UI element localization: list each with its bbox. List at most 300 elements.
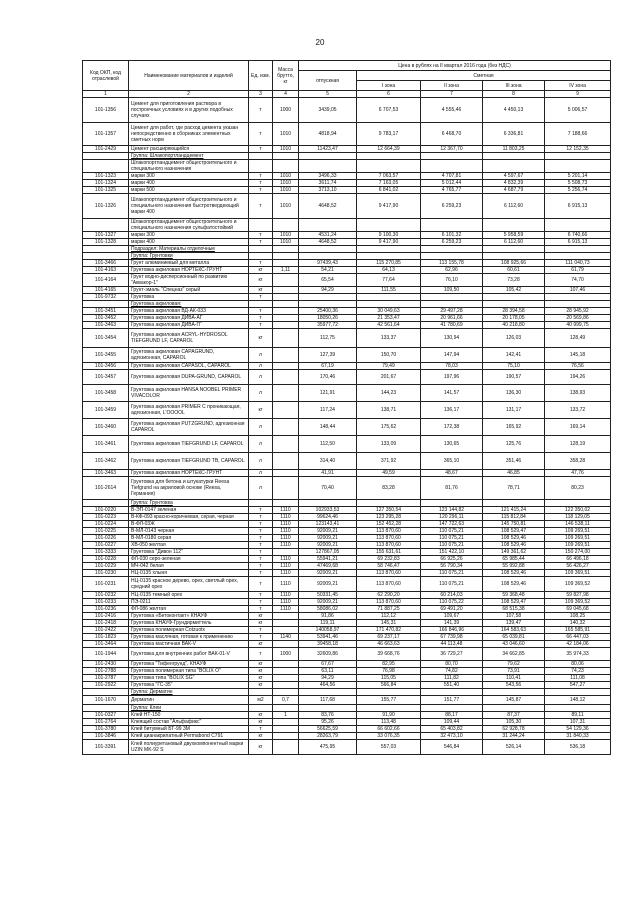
table-row: [83, 563, 611, 570]
cell-zone-3-price: 125,76: [483, 436, 545, 453]
cell-unit: т: [249, 521, 273, 528]
cell-zone-1-price: 66 602,66: [357, 726, 421, 733]
cell-name: Грунтовка "Тифенгрунд", КНАУФ: [129, 661, 249, 668]
cell-unit: [249, 246, 273, 253]
cell-code: 101-0230: [83, 570, 129, 577]
cell-code: 101-2788: [83, 668, 129, 675]
table-row: [83, 726, 611, 733]
cell-zone-3-price: 28 394,58: [483, 308, 545, 315]
cell-mass: [273, 661, 299, 668]
cell-unit: т: [249, 146, 273, 153]
cell-name: Грунт-эмаль "Спецназ" серый: [129, 287, 249, 294]
cell-mass: [273, 620, 299, 627]
cell-release-price: 148,44: [299, 419, 357, 436]
cell-mass: 1110: [273, 599, 299, 606]
cell-zone-2-price: 69 491,20: [421, 606, 483, 613]
cell-name: Грунтовка типа "BOLIX SG": [129, 675, 249, 682]
cell-zone-3-price: 4 832,39: [483, 180, 545, 187]
cell-name: ПЭ-0211: [129, 599, 249, 606]
cell-release-price: 464,56: [299, 682, 357, 689]
cell-zone-1-price: 64,13: [357, 267, 421, 274]
cell-zone-4-price: 109 369,51: [545, 570, 611, 577]
cell-name: Грунтовка акриловая DUPA-GRUND, CAPAROL: [129, 370, 249, 385]
cell-name: Группа: Грунтовка: [129, 500, 249, 507]
cell-unit: т: [249, 627, 273, 634]
cell-name: Грунтовка акриловая ВД-АК-033: [129, 308, 249, 315]
cell-release-price: 55941,21: [299, 556, 357, 563]
cell-release-price: 67,67: [299, 661, 357, 668]
cell-name: В-КФ-093 красно-коричневая, серая, черная: [129, 514, 249, 521]
cell-zone-1-price: 30 049,63: [357, 308, 421, 315]
cell-mass: [273, 246, 299, 253]
cell-code: [83, 705, 129, 712]
header-release: отпускная: [299, 71, 357, 91]
cell-zone-4-price: 7 188,66: [545, 123, 611, 146]
cell-zone-2-price: 110 075,21: [421, 570, 483, 577]
cell-code: 101-1944: [83, 648, 129, 661]
table-row: [83, 507, 611, 514]
table-row: [83, 274, 611, 287]
cell-zone-2-price: 81,76: [421, 477, 483, 500]
cell-zone-4-price: 118 129,05: [545, 514, 611, 521]
cell-code: 101-3458: [83, 385, 129, 402]
cell-code: 101-0223: [83, 514, 129, 521]
cell-release-price: 97439,43: [299, 260, 357, 267]
cell-zone-3-price: 68 515,38: [483, 606, 545, 613]
cell-unit: кг: [249, 613, 273, 620]
cell-name: Грунтовка "Дивон 112": [129, 549, 249, 556]
cell-unit: л: [249, 348, 273, 363]
cell-unit: т: [249, 577, 273, 592]
cell-zone-4-price: 109 369,52: [545, 577, 611, 592]
cell-unit: т: [249, 606, 273, 613]
cell-zone-4-price: [545, 705, 611, 712]
price-sheet: [82, 60, 610, 755]
cell-zone-4-price: 89,11: [545, 712, 611, 719]
cell-name: МЧ-042 белая: [129, 563, 249, 570]
cell-mass: [273, 329, 299, 348]
cell-release-price: 140058,97: [299, 627, 357, 634]
cell-name: Группа: Клеи: [129, 705, 249, 712]
cell-zone-2-price: [421, 153, 483, 160]
cell-name: Цемент для приготовления раствора в построечных условиях и в других подобных случаях: [129, 98, 249, 123]
cell-zone-4-price: [545, 294, 611, 301]
cell-zone-3-price: 108 529,46: [483, 577, 545, 592]
cell-zone-1-price: 113 870,60: [357, 599, 421, 606]
cell-release-price: 11423,47: [299, 146, 357, 153]
cell-zone-4-price: 109 269,51: [545, 535, 611, 542]
cell-code: 101-3846: [83, 733, 129, 740]
cell-zone-3-price: [483, 500, 545, 507]
header-zone-4: IV зона: [545, 81, 611, 91]
cell-mass: 1110: [273, 592, 299, 599]
cell-mass: [273, 160, 299, 173]
cell-mass: 1000: [273, 98, 299, 123]
cell-zone-3-price: 145,87: [483, 696, 545, 705]
cell-zone-3-price: 107,58: [483, 613, 545, 620]
cell-zone-3-price: 75,10: [483, 363, 545, 370]
cell-zone-3-price: 351,46: [483, 453, 545, 470]
cell-zone-4-price: [545, 253, 611, 260]
cell-zone-3-price: 108 925,66: [483, 260, 545, 267]
cell-unit: кг: [249, 668, 273, 675]
cell-zone-2-price: [421, 500, 483, 507]
cell-zone-1-price: 112,12: [357, 613, 421, 620]
cell-zone-1-price: 21 353,47: [357, 315, 421, 322]
cell-release-price: 112,75: [299, 329, 357, 348]
cell-release-price: 47469,68: [299, 563, 357, 570]
table-row: [83, 267, 611, 274]
column-index: 7: [421, 91, 483, 98]
cell-mass: [273, 719, 299, 726]
cell-zone-4-price: 107,31: [545, 719, 611, 726]
table-group-row: [83, 705, 611, 712]
cell-zone-2-price: 6 101,32: [421, 232, 483, 239]
table-row: [83, 542, 611, 549]
cell-zone-4-price: [545, 219, 611, 232]
cell-code: 101-1328: [83, 239, 129, 246]
cell-release-price: [299, 294, 357, 301]
table-row: [83, 556, 611, 563]
cell-release-price: 123143,41: [299, 521, 357, 528]
cell-zone-1-price: 371,92: [357, 453, 421, 470]
cell-zone-4-price: [545, 153, 611, 160]
cell-name: В-МЛ-0143 черная: [129, 528, 249, 535]
cell-zone-4-price: 146 538,11: [545, 521, 611, 528]
column-index: 9: [545, 91, 611, 98]
cell-release-price: [299, 246, 357, 253]
cell-zone-2-price: [421, 219, 483, 232]
cell-release-price: 102933,53: [299, 507, 357, 514]
cell-unit: т: [249, 173, 273, 180]
cell-mass: [273, 726, 299, 733]
cell-code: 101-0229: [83, 563, 129, 570]
cell-zone-4-price: 109 369,52: [545, 599, 611, 606]
table-row: [83, 287, 611, 294]
table-row: [83, 592, 611, 599]
cell-unit: [249, 500, 273, 507]
cell-zone-3-price: 6 336,81: [483, 123, 545, 146]
cell-zone-1-price: [357, 160, 421, 173]
column-index: 8: [483, 91, 545, 98]
header-zone-1: I зона: [357, 81, 421, 91]
cell-release-price: 91,86: [299, 613, 357, 620]
cell-mass: 1010: [273, 173, 299, 180]
cell-mass: 1010: [273, 146, 299, 153]
cell-name: Цемент для работ, где расход цемента указан непосредственно в сборниках элементных сметных норм: [129, 123, 249, 146]
cell-zone-3-price: [483, 705, 545, 712]
cell-zone-1-price: 42 561,64: [357, 322, 421, 329]
cell-code: 101-3454: [83, 329, 129, 348]
cell-mass: [273, 733, 299, 740]
cell-mass: [273, 627, 299, 634]
cell-name: Грунтовка акриловая PRIMER C проникающая, адгезионная, L'OOOOL: [129, 402, 249, 419]
table-row: [83, 315, 611, 322]
cell-zone-4-price: 128,49: [545, 329, 611, 348]
cell-unit: т: [249, 563, 273, 570]
cell-mass: [273, 675, 299, 682]
cell-mass: [273, 370, 299, 385]
cell-zone-3-price: 108 529,46: [483, 535, 545, 542]
cell-release-price: 314,40: [299, 453, 357, 470]
cell-code: 101-2764: [83, 719, 129, 726]
cell-release-price: 92009,21: [299, 528, 357, 535]
table-row: [83, 363, 611, 370]
cell-zone-3-price: 136,30: [483, 385, 545, 402]
cell-code: [83, 160, 129, 173]
cell-mass: 1110: [273, 542, 299, 549]
table-row: [83, 385, 611, 402]
cell-name: НЦ-0135 хлыня: [129, 570, 249, 577]
cell-release-price: 92009,21: [299, 599, 357, 606]
cell-zone-4-price: [545, 500, 611, 507]
cell-zone-4-price: 150 274,00: [545, 549, 611, 556]
cell-zone-1-price: 557,03: [357, 740, 421, 755]
cell-code: 101-1823: [83, 634, 129, 641]
table-row: [83, 712, 611, 719]
cell-name: Грунтовка акриловая НОРТЕКС-ГРУНТ: [129, 470, 249, 477]
cell-code: [83, 246, 129, 253]
cell-code: 101-1357: [83, 123, 129, 146]
cell-zone-4-price: 111,08: [545, 675, 611, 682]
table-row: [83, 477, 611, 500]
cell-name: Грунтовка акриловая:: [129, 301, 249, 308]
cell-zone-4-price: 108,25: [545, 613, 611, 620]
table-row: [83, 613, 611, 620]
cell-zone-3-price: 105,42: [483, 287, 545, 294]
cell-code: [83, 301, 129, 308]
cell-zone-1-price: [357, 246, 421, 253]
table-row: [83, 668, 611, 675]
table-row: [83, 146, 611, 153]
cell-zone-3-price: 59 368,48: [483, 592, 545, 599]
cell-unit: [249, 160, 273, 173]
cell-zone-3-price: 65 039,81: [483, 634, 545, 641]
cell-release-price: 3439,05: [299, 98, 357, 123]
cell-zone-2-price: 60 214,03: [421, 592, 483, 599]
cell-zone-3-price: 87,37: [483, 712, 545, 719]
cell-code: 101-2922: [83, 682, 129, 689]
cell-zone-3-price: 60,61: [483, 267, 545, 274]
cell-zone-3-price: 108 529,47: [483, 599, 545, 606]
cell-zone-2-price: 65 403,82: [421, 726, 483, 733]
cell-release-price: 95,26: [299, 719, 357, 726]
cell-zone-3-price: 131,17: [483, 402, 545, 419]
header-mass: Масса брутто, кг: [273, 61, 299, 91]
cell-release-price: 3496,33: [299, 173, 357, 180]
cell-name: НЦ-0135 темный орех: [129, 592, 249, 599]
cell-code: 101-2430: [83, 661, 129, 668]
cell-zone-1-price: 33 076,35: [357, 733, 421, 740]
cell-zone-3-price: 105,30: [483, 719, 545, 726]
cell-zone-2-price: 6 259,23: [421, 194, 483, 219]
cell-zone-2-price: 41 780,69: [421, 322, 483, 329]
cell-unit: т: [249, 726, 273, 733]
cell-zone-1-price: [357, 689, 421, 696]
cell-name: Шлакопортландцемент общестроительного и специального назначения: [129, 160, 249, 173]
cell-name: марки 400: [129, 239, 249, 246]
cell-code: 101-3464: [83, 641, 129, 648]
cell-code: 101-1323: [83, 173, 129, 180]
cell-zone-2-price: 36 729,27: [421, 648, 483, 661]
cell-zone-3-price: [483, 294, 545, 301]
cell-name: Цемент расширяющийся: [129, 146, 249, 153]
cell-name: Группа: Грунтовки: [129, 253, 249, 260]
cell-name: Грунтовка: [129, 294, 249, 301]
table-body: [83, 98, 611, 755]
cell-unit: кг: [249, 274, 273, 287]
cell-zone-1-price: 71 887,25: [357, 606, 421, 613]
cell-zone-3-price: 46,85: [483, 470, 545, 477]
cell-mass: 1: [273, 712, 299, 719]
cell-zone-4-price: 138,93: [545, 385, 611, 402]
cell-code: 101-0220: [83, 507, 129, 514]
cell-unit: кг: [249, 733, 273, 740]
header-price: Цена в рублях на II квартал 2016 года (без НДС): [299, 61, 611, 71]
cell-zone-3-price: [483, 689, 545, 696]
cell-code: 101-3461: [83, 436, 129, 453]
cell-zone-2-price: 551,40: [421, 682, 483, 689]
cell-name: ФЛ-086 желтая: [129, 606, 249, 613]
cell-zone-2-price: 111,82: [421, 675, 483, 682]
cell-zone-1-price: 113 870,60: [357, 542, 421, 549]
table-row: [83, 123, 611, 146]
cell-release-price: 92009,21: [299, 542, 357, 549]
cell-unit: т: [249, 260, 273, 267]
cell-name: Грунтовка для внутренних работ ВАК-01-V: [129, 648, 249, 661]
column-index: 4: [273, 91, 299, 98]
cell-unit: т: [249, 308, 273, 315]
cell-name: марки 400: [129, 180, 249, 187]
cell-code: 101-4165: [83, 287, 129, 294]
cell-zone-1-price: [357, 219, 421, 232]
cell-zone-2-price: 4 555,46: [421, 98, 483, 123]
cell-release-price: 94,29: [299, 675, 357, 682]
cell-zone-4-price: 133,72: [545, 402, 611, 419]
cell-unit: т: [249, 549, 273, 556]
cell-code: 101-0225: [83, 528, 129, 535]
cell-zone-1-price: 7 063,57: [357, 173, 421, 180]
cell-name: ФЛ-030 серо-зеленая: [129, 556, 249, 563]
table-row: [83, 436, 611, 453]
table-row: [83, 402, 611, 419]
cell-zone-2-price: 130,94: [421, 329, 483, 348]
page-number: 20: [315, 38, 325, 47]
cell-zone-3-price: 5 958,59: [483, 232, 545, 239]
cell-zone-2-price: 67 739,98: [421, 634, 483, 641]
cell-mass: 1,11: [273, 267, 299, 274]
cell-zone-4-price: 5 508,73: [545, 180, 611, 187]
cell-zone-2-price: [421, 689, 483, 696]
cell-release-price: 50331,45: [299, 592, 357, 599]
cell-code: 101-2422: [83, 627, 129, 634]
cell-unit: кг: [249, 740, 273, 755]
cell-name: Грунтовка масляная, готовая к применению: [129, 634, 249, 641]
cell-code: 101-3452: [83, 315, 129, 322]
cell-release-price: 70,40: [299, 477, 357, 500]
cell-zone-2-price: 109,44: [421, 719, 483, 726]
cell-name: Грунтовка мастичная ВАК-V: [129, 641, 249, 648]
cell-name: В-МЛ-0180 серая: [129, 535, 249, 542]
cell-zone-1-price: 175,62: [357, 419, 421, 436]
cell-zone-2-price: 44 113,48: [421, 641, 483, 648]
cell-mass: 1000: [273, 648, 299, 661]
cell-zone-1-price: 152 452,28: [357, 521, 421, 528]
cell-code: 101-3459: [83, 402, 129, 419]
cell-unit: л: [249, 363, 273, 370]
table-row: [83, 549, 611, 556]
cell-zone-1-price: [357, 153, 421, 160]
cell-release-price: 92009,21: [299, 577, 357, 592]
cell-zone-1-price: 113 870,60: [357, 577, 421, 592]
cell-zone-4-price: 80,23: [545, 477, 611, 500]
column-index: 1: [83, 91, 129, 98]
cell-zone-2-price: 123 144,82: [421, 507, 483, 514]
cell-zone-4-price: [545, 160, 611, 173]
cell-release-price: [299, 705, 357, 712]
cell-zone-3-price: 145 750,81: [483, 521, 545, 528]
cell-mass: 1110: [273, 528, 299, 535]
cell-unit: т: [249, 556, 273, 563]
cell-zone-3-price: 6 112,60: [483, 239, 545, 246]
cell-zone-3-price: [483, 219, 545, 232]
cell-name: Грунтовка акриловая CAPASOL, CAPAROL: [129, 363, 249, 370]
cell-zone-1-price: 7 163,05: [357, 180, 421, 187]
cell-unit: л: [249, 419, 273, 436]
cell-code: 101-3451: [83, 308, 129, 315]
table-row: [83, 696, 611, 705]
cell-name: Грунтовка для бетона и штукатурки Reesa Tiefgrund на акриловой основе (Reesa, Германия): [129, 477, 249, 500]
table-row: [83, 733, 611, 740]
cell-zone-1-price: 133,09: [357, 436, 421, 453]
cell-zone-4-price: 169,14: [545, 419, 611, 436]
cell-zone-4-price: 66 447,03: [545, 634, 611, 641]
cell-unit: т: [249, 98, 273, 123]
table-row: [83, 641, 611, 648]
cell-unit: т: [249, 648, 273, 661]
cell-release-price: 117,24: [299, 402, 357, 419]
cell-zone-4-price: 6 915,13: [545, 194, 611, 219]
cell-name: Грунтовка акриловая HANSA NOOBEL PRIMER VIVACOLOR: [129, 385, 249, 402]
cell-zone-2-price: 110 075,21: [421, 528, 483, 535]
cell-mass: [273, 294, 299, 301]
cell-release-price: [299, 160, 357, 173]
table-row: [83, 329, 611, 348]
cell-unit: л: [249, 385, 273, 402]
cell-zone-2-price: 130,65: [421, 436, 483, 453]
cell-release-price: 92009,21: [299, 570, 357, 577]
cell-release-price: [299, 253, 357, 260]
cell-mass: 1110: [273, 563, 299, 570]
cell-zone-2-price: 110 075,21: [421, 535, 483, 542]
cell-mass: 1010: [273, 232, 299, 239]
cell-release-price: [299, 500, 357, 507]
column-index-row: [83, 91, 611, 98]
cell-unit: т: [249, 315, 273, 322]
cell-zone-2-price: 120 296,11: [421, 514, 483, 521]
cell-zone-3-price: [483, 160, 545, 173]
cell-zone-4-price: 145,18: [545, 348, 611, 363]
cell-mass: [273, 705, 299, 712]
cell-zone-4-price: 109 269,51: [545, 542, 611, 549]
cell-name: Клей цианакрилатный Permabond C791: [129, 733, 249, 740]
cell-zone-4-price: 547,27: [545, 682, 611, 689]
cell-name: ХВ-050 желтая: [129, 542, 249, 549]
header-estimate: Сметная: [357, 71, 611, 81]
cell-zone-1-price: 111,55: [357, 287, 421, 294]
table-row: [83, 308, 611, 315]
cell-unit: т: [249, 239, 273, 246]
